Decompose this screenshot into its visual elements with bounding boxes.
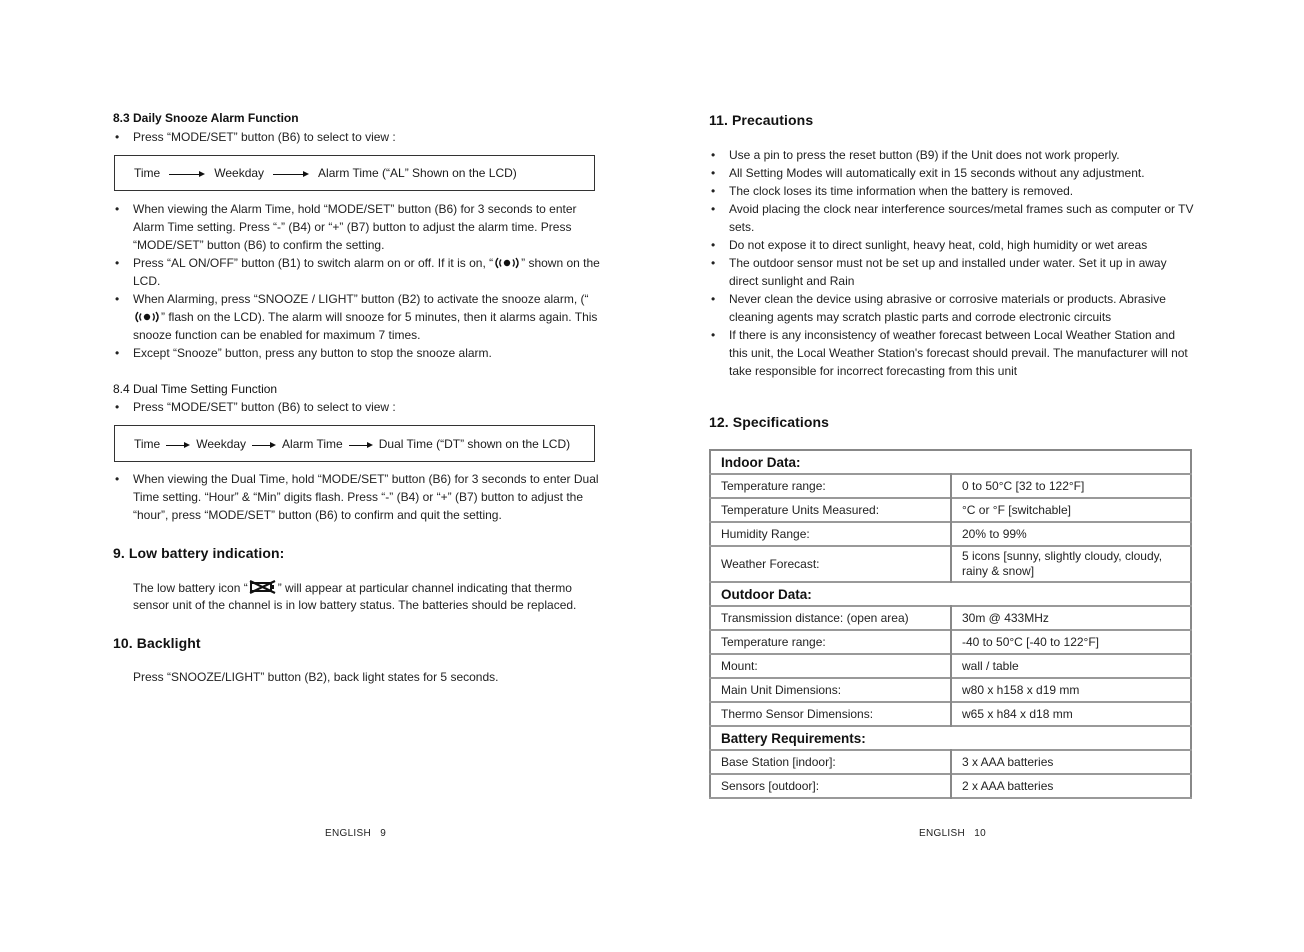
arrow-right-icon [349, 439, 373, 449]
list-item: • Avoid placing the clock near interference sources/metal frames such as computer or TV sets. [709, 200, 1194, 236]
table-row [710, 606, 1191, 630]
list-item: • The outdoor sensor must not be set up and installed under water. Set it up in away direct sunlight and Rain [709, 254, 1194, 290]
section-11-title: 11. Precautions [709, 112, 814, 128]
table-row [710, 774, 1191, 798]
spec-label: Mount: [710, 654, 951, 678]
spec-value: -40 to 50°C [-40 to 122°F] [951, 630, 1191, 654]
table-row [710, 678, 1191, 702]
list-item: • When viewing the Dual Time, hold “MODE/SET” button (B6) for 3 seconds to enter Dual Time setting. “Hour” & “Min” digits flash. Press “-” (B4) or “+” (B7) button to adjust the “hour”, press “MODE/SET” button (B6) to confirm and quit the setting. [113, 470, 603, 524]
flow-step: Time [134, 166, 161, 180]
specifications-table [709, 449, 1192, 799]
spec-label: Humidity Range: [710, 522, 951, 546]
table-row [710, 750, 1191, 774]
precautions-list [709, 146, 1194, 380]
alarm-flash-icon [133, 311, 161, 323]
list-item: • Press “MODE/SET” button (B6) to select to view : [113, 128, 603, 146]
section-8-4-intro-list [113, 398, 603, 416]
arrow-right-icon [273, 168, 309, 178]
list-item: • Press “MODE/SET” button (B6) to select to view : [113, 398, 603, 416]
low-battery-icon [248, 580, 278, 594]
list-item [113, 254, 603, 290]
text-segment: The low battery icon “ [133, 581, 248, 595]
table-section-row [710, 726, 1191, 750]
section-8-4-bullets [113, 470, 603, 524]
table-row [710, 630, 1191, 654]
list-item [113, 290, 603, 344]
text-segment: ” shown on the LCD. [133, 256, 600, 288]
alarm-on-icon [493, 257, 521, 269]
spec-label: Temperature range: [710, 474, 951, 498]
text-segment: When Alarming, press “SNOOZE / LIGHT” button (B2) to activate the snooze alarm, (“ [133, 292, 589, 306]
flow-step: Weekday [214, 166, 265, 180]
dual-time-flow-box [114, 425, 595, 462]
spec-value: 5 icons [sunny, slightly cloudy, cloudy, rainy & snow] [951, 546, 1191, 582]
table-row [710, 498, 1191, 522]
spec-label: Temperature Units Measured: [710, 498, 951, 522]
flow-step: Dual Time (“DT” shown on the LCD) [378, 436, 571, 451]
text-segment: ” will appear at particular channel indicating that thermo sensor unit of the channel is in low battery status. The batteries should be replaced. [133, 581, 577, 612]
section-8-3-title: 8.3 Daily Snooze Alarm Function [113, 111, 299, 125]
spec-value: w80 x h158 x d19 mm [951, 678, 1191, 702]
section-title-cell: Indoor Data: [710, 450, 1191, 474]
section-8-4-title: 8.4 Dual Time Setting Function [113, 382, 278, 396]
spec-value: 2 x AAA batteries [951, 774, 1191, 798]
spec-value: wall / table [951, 654, 1191, 678]
arrow-right-icon [169, 168, 205, 178]
page-footer: ENGLISH 10 [919, 828, 986, 839]
spec-value: °C or °F [switchable] [951, 498, 1191, 522]
table-row [710, 702, 1191, 726]
spec-label: Main Unit Dimensions: [710, 678, 951, 702]
list-item: • Never clean the device using abrasive or corrosive materials or products. Abrasive cleaning agents may scratch plastic parts and corrode electronic circuits [709, 290, 1194, 326]
list-item: • Except “Snooze” button, press any button to stop the snooze alarm. [113, 344, 603, 362]
list-item: • All Setting Modes will automatically exit in 15 seconds without any adjustment. [709, 164, 1194, 182]
section-title-cell: Outdoor Data: [710, 582, 1191, 606]
section-10-text: Press “SNOOZE/LIGHT” button (B2), back light states for 5 seconds. [133, 670, 499, 684]
spec-value: 30m @ 433MHz [951, 606, 1191, 630]
section-8-3-bullets [113, 200, 603, 362]
table-row [710, 654, 1191, 678]
section-9-title: 9. Low battery indication: [113, 545, 285, 561]
spec-value: 3 x AAA batteries [951, 750, 1191, 774]
spec-label: Temperature range: [710, 630, 951, 654]
list-item: • If there is any inconsistency of weather forecast between Local Weather Station and this unit, the Local Weather Station's forecast should prevail. The manufacturer will not take responsible for incorrect forecasting from this unit [709, 326, 1194, 380]
list-item: • Do not expose it to direct sunlight, heavy heat, cold, high humidity or wet areas [709, 236, 1194, 254]
section-12-title: 12. Specifications [709, 414, 830, 430]
table-row [710, 474, 1191, 498]
text-segment: ” flash on the LCD). The alarm will snooze for 5 minutes, then it alarms again. This snooze function can be enabled for maximum 7 times. [133, 310, 598, 342]
text-segment: Press “AL ON/OFF” button (B1) to switch alarm on or off. If it is on, “ [133, 256, 494, 270]
table-row [710, 546, 1191, 582]
table-row [710, 522, 1191, 546]
list-item: • The clock loses its time information when the battery is removed. [709, 182, 1194, 200]
page-right [652, 0, 1304, 952]
spec-label: Sensors [outdoor]: [710, 774, 951, 798]
alarm-view-flow-box [114, 155, 595, 191]
list-item: • Use a pin to press the reset button (B9) if the Unit does not work properly. [709, 146, 1194, 164]
arrow-right-icon [252, 439, 276, 449]
section-9-text [133, 580, 598, 614]
section-8-3-intro-list [113, 128, 603, 146]
spec-label: Thermo Sensor Dimensions: [710, 702, 951, 726]
spec-label: Transmission distance: (open area) [710, 606, 951, 630]
spec-label: Weather Forecast: [710, 546, 951, 582]
list-item: • When viewing the Alarm Time, hold “MODE/SET” button (B6) for 3 seconds to enter Alarm Time setting. Press “-” (B4) or “+” (B7) button to adjust the alarm time. Press “MODE/SET” button (B6) to confirm the setting. [113, 200, 603, 254]
arrow-right-icon [166, 439, 190, 449]
flow-step: Alarm Time [282, 436, 343, 451]
spec-label: Base Station [indoor]: [710, 750, 951, 774]
flow-step: Alarm Time (“AL” Shown on the LCD) [318, 166, 517, 180]
spec-value: w65 x h84 x d18 mm [951, 702, 1191, 726]
table-section-row [710, 582, 1191, 606]
spec-value: 20% to 99% [951, 522, 1191, 546]
spec-value: 0 to 50°C [32 to 122°F] [951, 474, 1191, 498]
section-10-title: 10. Backlight [113, 635, 201, 651]
table-section-row [710, 450, 1191, 474]
section-title-cell: Battery Requirements: [710, 726, 1191, 750]
flow-step: Weekday [196, 436, 247, 451]
page-footer: ENGLISH 9 [325, 828, 387, 839]
flow-step: Time [134, 436, 161, 451]
